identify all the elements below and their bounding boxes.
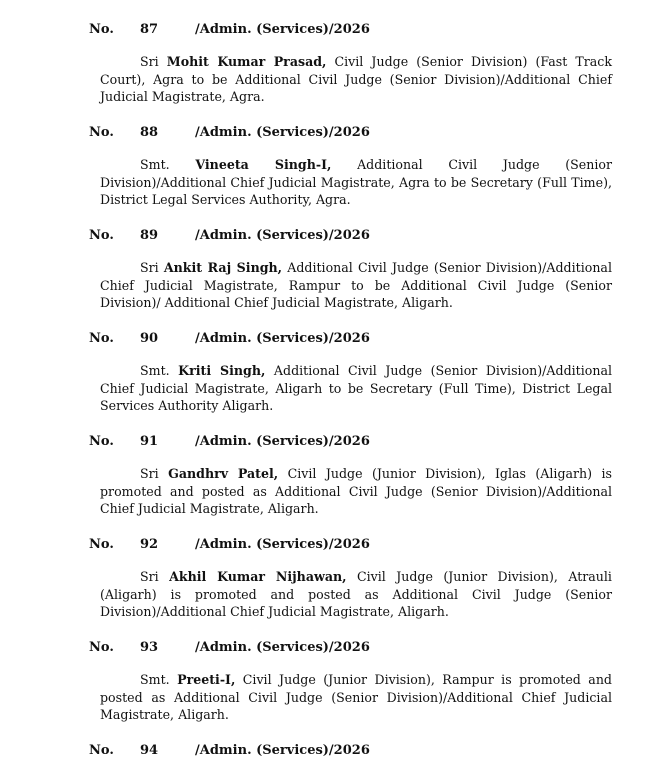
officer-name: Preeti-I, [177, 672, 236, 687]
order-number: 87 [140, 22, 159, 37]
officer-title: Sri [140, 260, 159, 275]
order-text [100, 465, 612, 518]
order-number: 89 [140, 228, 159, 243]
order-details: Additional Civil Judge (Senior Division)/Additional Chief Judicial Magistrate, Aligarh to be Secretary (Full Time), District Legal Services Authority Aligarh. [100, 363, 612, 414]
order-number: 93 [140, 640, 159, 655]
officer-title: Smt. [140, 157, 170, 172]
order-number: 88 [140, 125, 159, 140]
order-reference: /Admin. (Services)/2026 [195, 434, 370, 449]
officer-name: Akhil Kumar Nijhawan, [169, 569, 347, 584]
order-reference: /Admin. (Services)/2026 [195, 743, 370, 758]
order-number: 90 [140, 331, 159, 346]
order-no-label: No. [89, 434, 114, 449]
order-no-label: No. [89, 125, 114, 140]
order-reference: /Admin. (Services)/2026 [195, 640, 370, 655]
officer-title: Sri [140, 466, 159, 481]
order-details: Additional Civil Judge (Senior Division)/Additional Chief Judicial Magistrate, Rampur to be Additional Civil Judge (Senior Division)/ Additional Chief Judicial Magistrate, Aligarh. [100, 260, 612, 311]
order-text [100, 568, 612, 621]
officer-name: Gandhrv Patel, [168, 466, 279, 481]
order-number: 92 [140, 537, 159, 552]
order-reference: /Admin. (Services)/2026 [195, 228, 370, 243]
officer-title: Sri [140, 569, 159, 584]
order-text [100, 362, 612, 415]
order-details: Civil Judge (Junior Division), Atrauli (Aligarh) is promoted and posted as Additional Civil Judge (Senior Division)/Additional Chief Judicial Magistrate, Aligarh. [100, 569, 612, 620]
order-text [100, 156, 612, 209]
order-no-label: No. [89, 331, 114, 346]
order-details: Additional Civil Judge (Senior Division)/Additional Chief Judicial Magistrate, Agra to be Secretary (Full Time), District Legal Services Authority, Agra. [100, 157, 612, 208]
officer-name: Kriti Singh, [178, 363, 266, 378]
order-no-label: No. [89, 743, 114, 758]
order-details: Civil Judge (Junior Division), Rampur is promoted and posted as Additional Civil Judge (Senior Division)/Additional Chief Judicial Magistrate, Aligarh. [100, 672, 612, 723]
order-reference: /Admin. (Services)/2026 [195, 331, 370, 346]
order-text [100, 259, 612, 312]
order-number: 94 [140, 743, 159, 758]
order-text [100, 671, 612, 724]
order-details: Civil Judge (Senior Division) (Fast Track Court), Agra to be Additional Civil Judge (Senior Division)/Additional Chief Judicial Magistrate, Agra. [100, 54, 612, 105]
officer-name: Mohit Kumar Prasad, [166, 54, 327, 69]
order-no-label: No. [89, 228, 114, 243]
order-no-label: No. [89, 640, 114, 655]
order-no-label: No. [89, 537, 114, 552]
order-details: Civil Judge (Junior Division), Iglas (Aligarh) is promoted and posted as Additional Civil Judge (Senior Division)/Additional Chief Judicial Magistrate, Aligarh. [100, 466, 612, 517]
order-no-label: No. [89, 22, 114, 37]
order-reference: /Admin. (Services)/2026 [195, 22, 370, 37]
officer-title: Smt. [140, 363, 170, 378]
officer-name: Ankit Raj Singh, [163, 260, 283, 275]
officer-title: Smt. [140, 672, 170, 687]
order-text [100, 53, 612, 106]
order-reference: /Admin. (Services)/2026 [195, 537, 370, 552]
officer-title: Sri [140, 54, 159, 69]
order-reference: /Admin. (Services)/2026 [195, 125, 370, 140]
officer-name: Vineeta Singh-I, [195, 157, 332, 172]
order-number: 91 [140, 434, 159, 449]
